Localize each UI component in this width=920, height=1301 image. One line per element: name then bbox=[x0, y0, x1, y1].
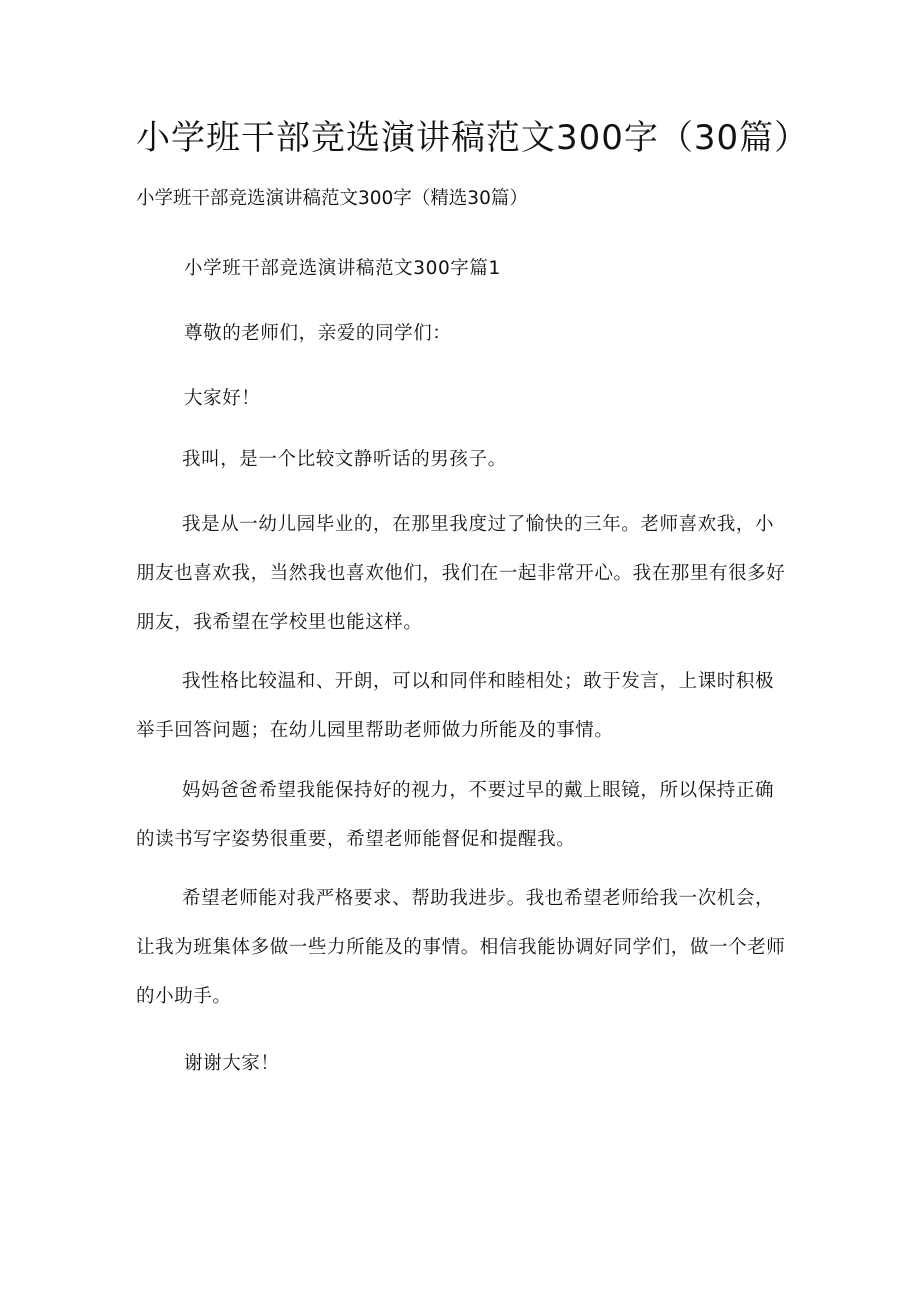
paragraph-hope: 希望老师能对我严格要求、帮助我进步。我也希望老师给我一次机会，让我为班集体多做一些力所能及的事情。相信我能协调好同学们，做一个老师的小助手。 bbox=[136, 888, 786, 1007]
paragraph-eyesight: 妈妈爸爸希望我能保持好的视力，不要过早的戴上眼镜，所以保持正确的读书写字姿势很重要，希望老师能督促和提醒我。 bbox=[136, 780, 775, 850]
closing: 谢谢大家！ bbox=[184, 1053, 280, 1074]
paragraph-kindergarten: 我是从一幼儿园毕业的，在那里我度过了愉快的三年。老师喜欢我，小朋友也喜欢我，当然我也喜欢他们，我们在一起非常开心。我在那里有很多好朋友，我希望在学校里也能这样。 bbox=[136, 514, 786, 633]
document-title: 小学班干部竞选演讲稿范文300字（30篇） bbox=[136, 118, 810, 158]
section-heading: 小学班干部竞选演讲稿范文300字篇1 bbox=[184, 258, 501, 279]
greeting: 大家好！ bbox=[184, 388, 261, 409]
paragraph-personality: 我性格比较温和、开朗，可以和同伴和睦相处；敢于发言，上课时积极举手回答问题；在幼儿园里帮助老师做力所能及的事情。 bbox=[136, 671, 775, 741]
salutation: 尊敬的老师们，亲爱的同学们： bbox=[184, 323, 452, 344]
paragraph-intro: 我叫，是一个比较文静听话的男孩子。 bbox=[182, 449, 507, 470]
document-subtitle: 小学班干部竞选演讲稿范文300字（精选30篇） bbox=[136, 188, 528, 209]
